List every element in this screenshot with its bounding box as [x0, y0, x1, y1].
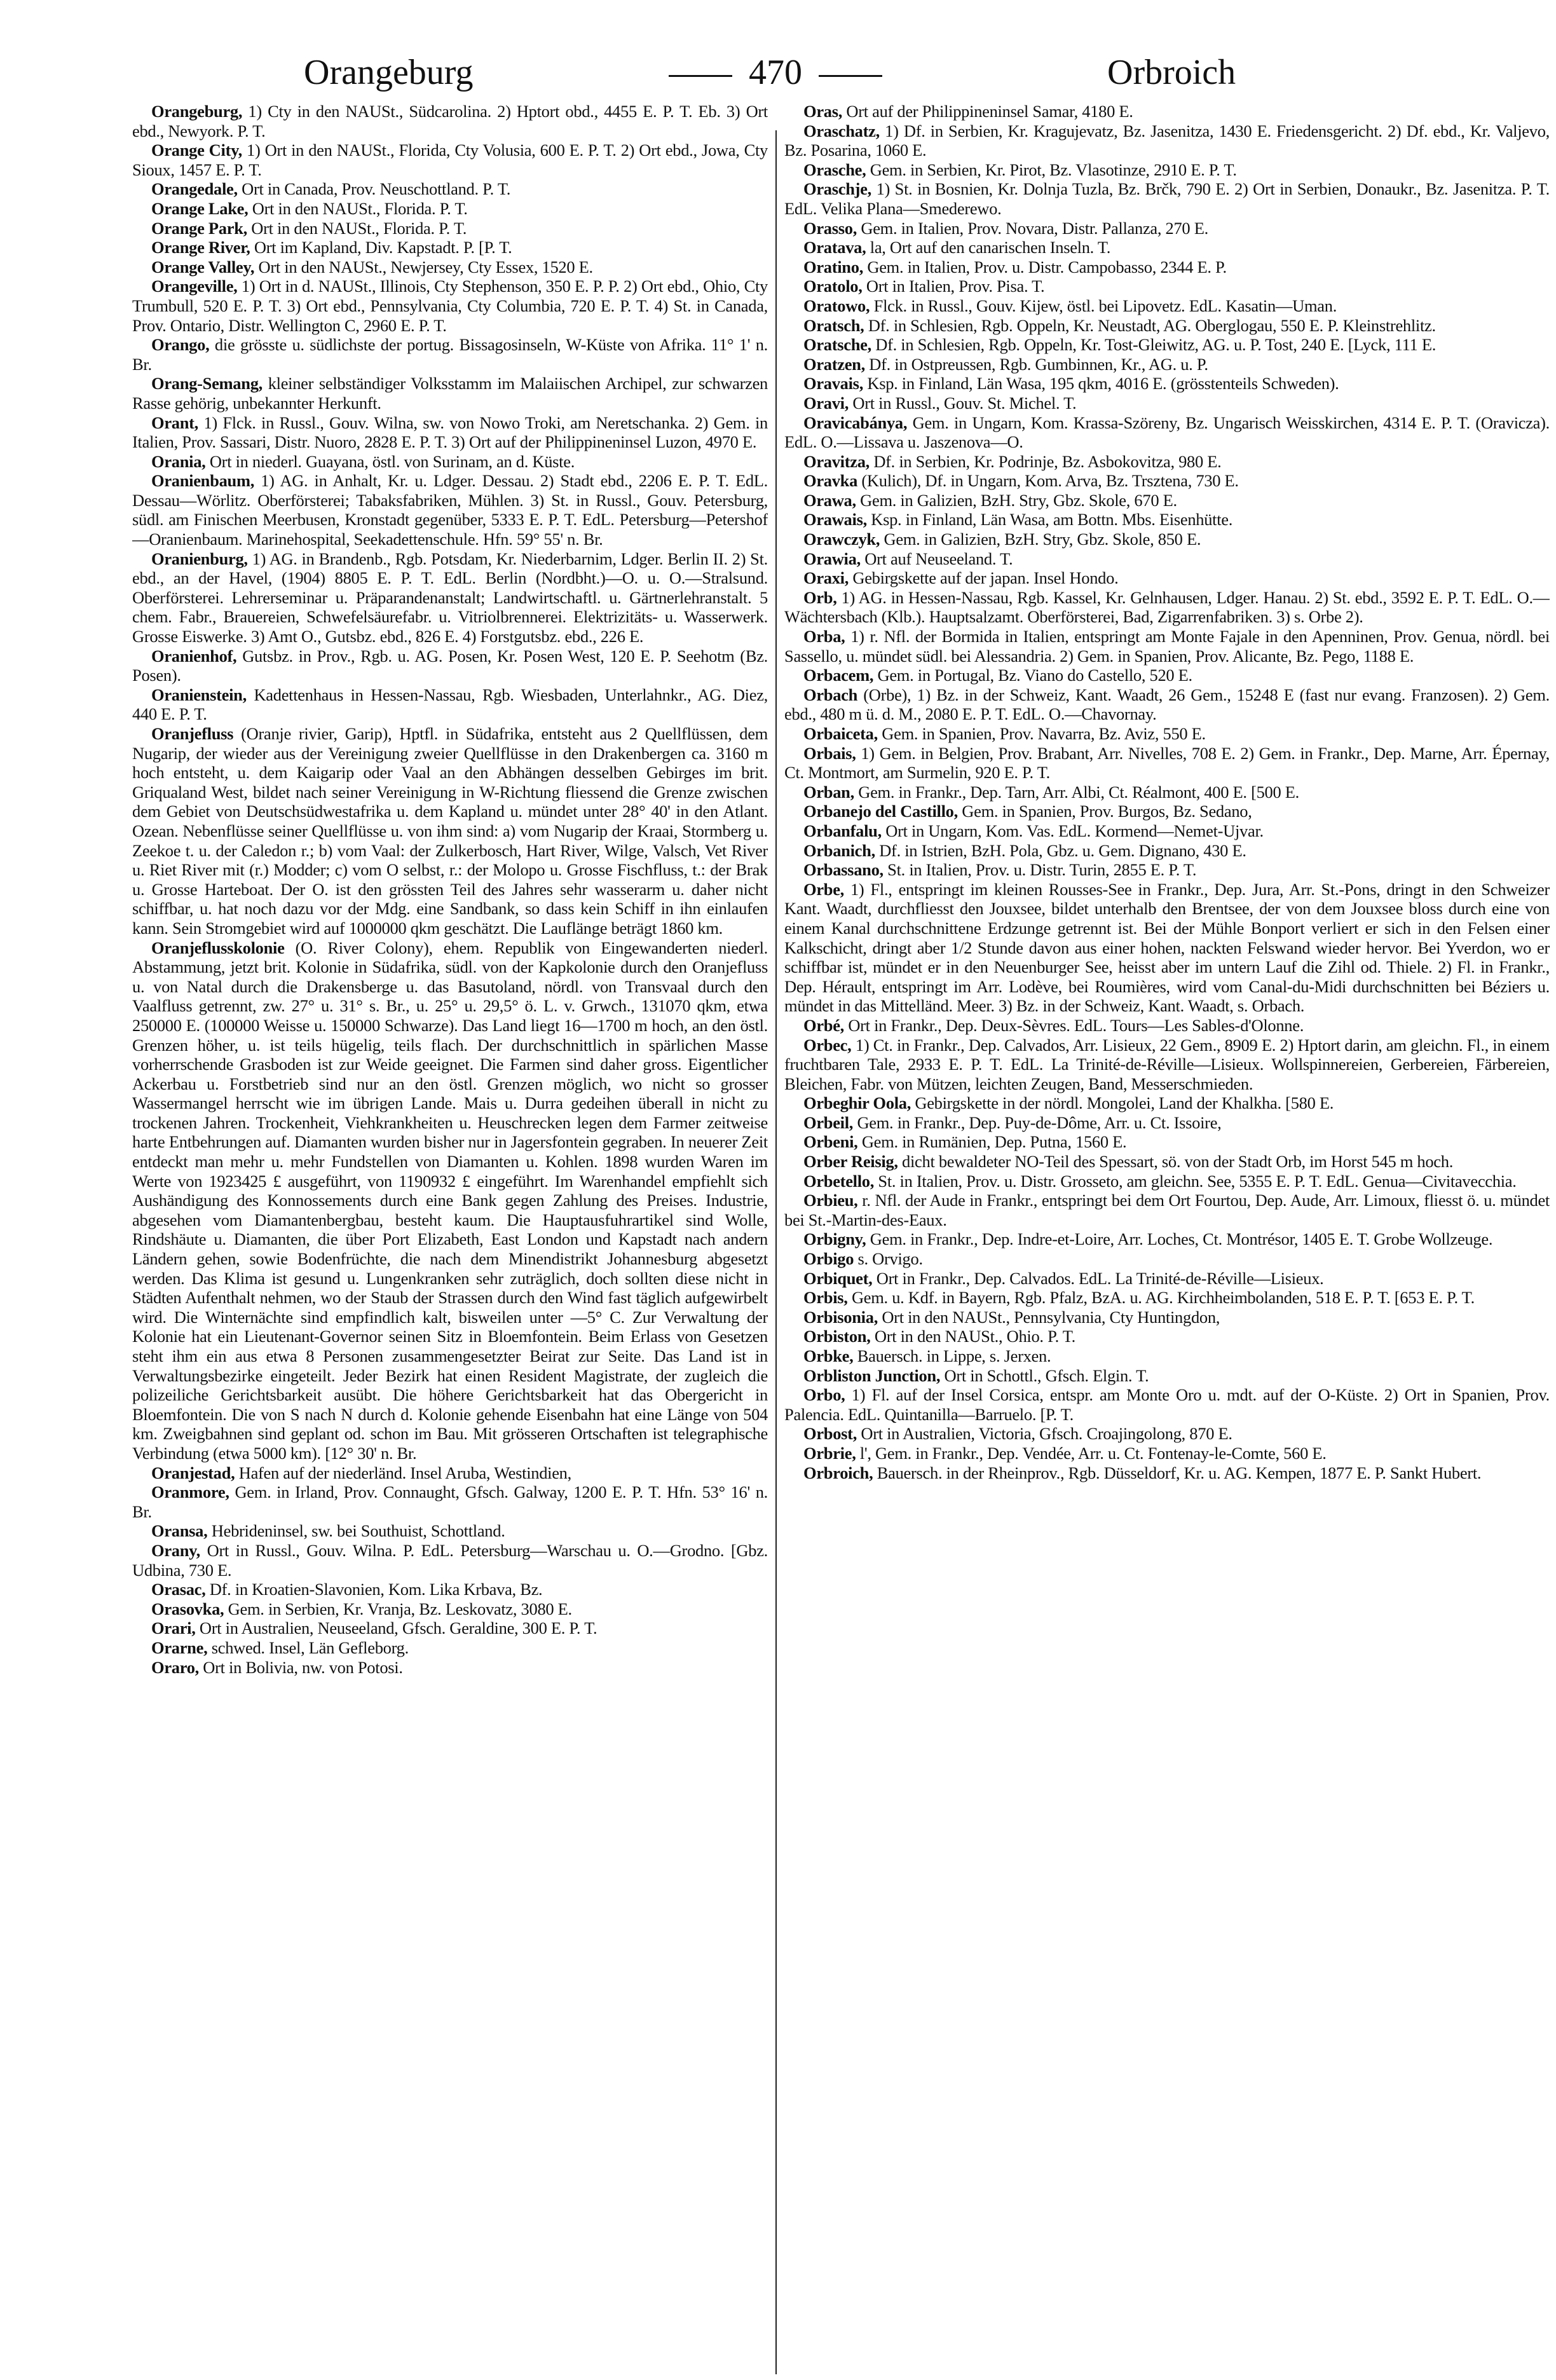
entry-text: Ort in Italien, Prov. Pisa. T.	[862, 277, 1045, 296]
gazetteer-entry	[784, 179, 1550, 218]
entry-text: die grösste u. südlichste der portug. Bissagosinseln, W-Küste von Afrika. 11° 1' n. Br.	[132, 335, 768, 374]
entry-text: Df. in Schlesien, Rgb. Oppeln, Kr. Tost-Gleiwitz, AG. u. P. Tost, 240 E. [Lyck, 111 E.	[871, 335, 1437, 355]
gazetteer-entry	[784, 1036, 1550, 1094]
entry-headword: Oransa,	[151, 1521, 208, 1541]
entry-headword: Orbke,	[803, 1346, 854, 1365]
entry-text: (Oranje rivier, Garip), Hptfl. in Südafrika, entsteht aus 2 Quellflüssen, dem Nugarip, der wieder aus der Vereinigung zweier Quellflüsse in den Drakenbergen ca. 3160 m hoch entsteht, u. dem Kaigarip oder Vaal an den Abhängen desselben Gebirges im brit. Griqualand West, bildet nach seiner Vereinigung in W-Richtung fliessend die Grenze zwischen dem Gebiet von Deutschsüdwestafrika u. dem Kapland u. mündet unter 28° 40' in den Atlant. Ozean. Nebenflüsse seiner Quellflüsse u. von ihm sind: a) vom Nugarip der Kraai, Stormberg u. Zeekoe t. u. der Caledon r.; b) vom Vaal: der Zulkerbosch, Hart River, Wilge, Valsch, Vet River u. Riet River mit (r.) Modder; c) vom O selbst, r.: der Molopo u. Grosse Fischfluss, t.: der Brak u. Grosse Harteboat. Der O. ist den grössten Teil des Jahres sehr wasserarm u. daher nicht schiffbar, u. hat noch dazu vor der Mdg. eine Sandbank, so dass kein Schiff in ihn einlaufen kann. Sein Stromgebiet wird auf 1000000 qkm geschätzt. Die Lauflänge beträgt 1860 km.	[132, 724, 768, 938]
entry-headword: Orbach	[803, 685, 858, 704]
entry-text: Ort in Russl., Gouv. Wilna. P. EdL. Petersburg—Warschau u. O.—Grodno. [Gbz. Udbina, 730 E.	[132, 1540, 768, 1580]
entry-text: Ort in Frankr., Dep. Deux-Sèvres. EdL. Tours—Les Sables-d'Olonne.	[844, 1015, 1304, 1035]
entry-headword: Orari,	[151, 1618, 196, 1638]
entry-headword: Orawais,	[803, 510, 867, 530]
entry-text: Ksp. in Finland, Län Wasa, 195 qkm, 4016 E. (grösstenteils Schweden).	[863, 374, 1339, 393]
entry-text: Hebrideninsel, sw. bei Southuist, Schottland.	[207, 1521, 505, 1541]
entry-text: Ort in niederl. Guayana, östl. von Surinam, an d. Küste.	[205, 451, 575, 471]
entry-headword: Orawia,	[803, 549, 861, 568]
entry-headword: Oranienhof,	[151, 646, 237, 666]
entry-text: Ort in den NAUSt., Newjersey, Cty Essex, 1520 E.	[254, 257, 593, 277]
entry-text: 1) AG. in Brandenb., Rgb. Potsdam, Kr. Niederbarnim, Ldger. Berlin II. 2) St. ebd., an der Havel, (1904) 8805 E. P. T. EdL. Berlin (Nordbht.)—O. u. O.—Stralsund. Oberförsterei. Lehrerseminar u. Präparandenanstalt; Landwirtschaftl. u. Gärtnerlehranstalt. 5 chem. Fabr., Brauereien, Schwefelsäurefabr. u. Vitriolbrennerei. Elektrizitäts- u. Wasserwerk. Grosse Eiswerke. 3) Amt O., Gutsbz. ebd., 826 E. 4) Forstgutsbz. ebd., 226 E.	[132, 549, 768, 646]
entry-text: Ort in Australien, Victoria, Gfsch. Croajingolong, 870 E.	[857, 1424, 1232, 1444]
gazetteer-entry	[784, 530, 1550, 549]
entry-text: s. Orvigo.	[854, 1249, 923, 1269]
entry-headword: Orango,	[151, 335, 210, 355]
entry-text: 1) Cty in den NAUSt., Südcarolina. 2) Hptort obd., 4455 E. P. T. Eb. 3) Ort ebd., Newyork. P. T.	[132, 102, 768, 140]
entry-text: Gem. in Frankr., Dep. Tarn, Arr. Albi, Ct. Réalmont, 400 E. [500 E.	[854, 782, 1299, 802]
gazetteer-entry	[784, 549, 1550, 569]
gazetteer-entry	[784, 1463, 1550, 1483]
entry-text: Gebirgskette in der nördl. Mongolei, Land der Khalkha. [580 E.	[911, 1093, 1334, 1113]
entry-text: Bauersch. in der Rheinprov., Rgb. Düsseldorf, Kr. u. AG. Kempen, 1877 E. P. Sankt Hubert.	[873, 1463, 1482, 1482]
entry-headword: Orbanfalu,	[803, 821, 882, 840]
gazetteer-entry	[132, 1521, 768, 1541]
gazetteer-entry	[132, 646, 768, 685]
entry-headword: Orangeville,	[151, 277, 238, 296]
gazetteer-entry	[132, 1541, 768, 1580]
entry-text: Ort in Russl., Gouv. St. Michel. T.	[849, 393, 1077, 413]
gazetteer-entry	[784, 685, 1550, 724]
entry-text: Gem. in Galizien, BzH. Stry, Gbz. Skole, 670 E.	[856, 490, 1177, 510]
entry-headword: Orber Reisig,	[803, 1152, 898, 1172]
dash	[669, 75, 732, 77]
gazetteer-entry	[784, 1424, 1550, 1444]
entry-headword: Orange Lake,	[151, 198, 249, 218]
entry-text: Gem. u. Kdf. in Bayern, Rgb. Pfalz, BzA. u. AG. Kirchheimbolanden, 518 E. P. T. [653 E. P. T.	[847, 1288, 1475, 1308]
gazetteer-entry	[784, 1191, 1550, 1229]
entry-headword: Oraschatz,	[803, 121, 880, 140]
gazetteer-entry	[132, 452, 768, 472]
entry-headword: Oras,	[803, 102, 843, 121]
gazetteer-entry	[132, 199, 768, 219]
entry-text: Gem. in Serbien, Kr. Vranja, Bz. Leskovatz, 3080 E.	[224, 1599, 572, 1618]
gazetteer-entry	[784, 1308, 1550, 1327]
gazetteer-entry	[132, 335, 768, 374]
left-column	[132, 102, 768, 2377]
entry-headword: Orange City,	[151, 140, 242, 160]
entry-text: St. in Italien, Prov. u. Distr. Turin, 2855 E. P. T.	[883, 860, 1197, 880]
gazetteer-entry	[132, 1463, 768, 1483]
entry-text: (Kulich), Df. in Ungarn, Kom. Arva, Bz. Trsztena, 730 E.	[857, 471, 1239, 491]
entry-text: l', Gem. in Frankr., Dep. Vendée, Arr. u. Ct. Fontenay-le-Comte, 560 E.	[856, 1443, 1327, 1463]
gazetteer-entry	[784, 1444, 1550, 1463]
entry-headword: Orbigny,	[803, 1229, 866, 1249]
entry-headword: Orbé,	[803, 1015, 844, 1035]
entry-headword: Orbeil,	[803, 1112, 854, 1132]
gazetteer-entry	[784, 666, 1550, 685]
entry-text: Ort in Schottl., Gfsch. Elgin. T.	[940, 1365, 1149, 1385]
gazetteer-entry	[784, 491, 1550, 510]
entry-text: Gem. in Frankr., Dep. Indre-et-Loire, Arr. Loches, Ct. Montrésor, 1405 E. T. Grobe Wollzeuge.	[866, 1229, 1493, 1249]
gazetteer-entry	[784, 257, 1550, 277]
entry-headword: Orbiston,	[803, 1327, 871, 1346]
entry-headword: Orbetello,	[803, 1171, 875, 1191]
gazetteer-entry	[784, 355, 1550, 374]
entry-headword: Orange River,	[151, 238, 250, 257]
entry-text: Gem. in Italien, Prov. Novara, Distr. Pallanza, 270 E.	[857, 218, 1208, 238]
page-header	[0, 52, 1556, 103]
gazetteer-entry	[132, 1482, 768, 1521]
entry-headword: Orant,	[151, 413, 199, 432]
entry-headword: Orbacem,	[803, 666, 874, 685]
gazetteer-entry	[784, 296, 1550, 316]
gazetteer-entry	[784, 471, 1550, 491]
entry-headword: Orbeghir Oola,	[803, 1093, 911, 1113]
gazetteer-entry	[784, 121, 1550, 160]
entry-headword: Orbeni,	[803, 1132, 858, 1152]
entry-text: 1) Gem. in Belgien, Prov. Brabant, Arr. Nivelles, 708 E. 2) Gem. in Frankr., Dep. Marne, Arr. Épernay, Ct. Montmort, am Surmelin, 920 E. P. T.	[784, 743, 1550, 783]
gazetteer-entry	[784, 802, 1550, 821]
gazetteer-entry	[132, 140, 768, 179]
entry-text: Df. in Serbien, Kr. Podrinje, Bz. Asbokovitza, 980 E.	[870, 451, 1222, 471]
entry-headword: Oraschje,	[803, 179, 871, 199]
entry-text: (Orbe), 1) Bz. in der Schweiz, Kant. Waadt, 26 Gem., 15248 E (fast nur evang. Franzosen). 2) Gem. ebd., 480 m ü. d. M., 2080 E. P. T. EdL. O.—Chavornay.	[784, 685, 1550, 724]
gazetteer-entry	[784, 316, 1550, 336]
entry-text: Gutsbz. in Prov., Rgb. u. AG. Posen, Kr. Posen West, 120 E. P. Seehotm (Bz. Posen).	[132, 646, 768, 685]
gazetteer-entry	[784, 238, 1550, 257]
entry-headword: Oratava,	[803, 238, 866, 257]
entry-text: Ksp. in Finland, Län Wasa, am Bottn. Mbs. Eisenhütte.	[866, 510, 1233, 530]
gazetteer-entry	[132, 1580, 768, 1599]
running-head-left: Orangeburg	[304, 53, 474, 92]
gazetteer-entry	[132, 549, 768, 646]
gazetteer-entry	[132, 685, 768, 724]
gazetteer-entry	[784, 413, 1550, 452]
entry-headword: Oraxi,	[803, 568, 849, 588]
gazetteer-entry	[132, 179, 768, 199]
entry-text: St. in Italien, Prov. u. Distr. Grosseto, am gleichn. See, 5355 E. P. T. EdL. Genua—Civitavecchia.	[874, 1171, 1517, 1191]
entry-headword: Oraro,	[151, 1657, 199, 1677]
entry-headword: Orania,	[151, 451, 206, 471]
entry-headword: Orbis,	[803, 1288, 848, 1308]
gazetteer-entry	[784, 841, 1550, 861]
gazetteer-entry	[132, 238, 768, 257]
gazetteer-entry	[784, 160, 1550, 180]
entry-headword: Orbieu,	[803, 1191, 858, 1210]
entry-text: 1) AG. in Hessen-Nassau, Rgb. Kassel, Kr. Gelnhausen, Ldger. Hanau. 2) St. ebd., 3592 E. P. T. EdL. O.—Wächtersbach (Klb.). Hauptsalzamt. Oberförsterei, Bad, Zigarrenfabriken. 3) s. Orbe 2).	[784, 587, 1550, 627]
gazetteer-entry	[784, 1132, 1550, 1152]
gazetteer-entry	[784, 860, 1550, 880]
entry-headword: Oratsche,	[803, 335, 871, 355]
entry-headword: Orawa,	[803, 490, 856, 510]
entry-headword: Orasovka,	[151, 1599, 224, 1618]
running-head-right: Orbroich	[1107, 53, 1236, 92]
gazetteer-entry	[784, 1093, 1550, 1113]
entry-headword: Orb,	[803, 587, 837, 607]
entry-headword: Oravi,	[803, 393, 849, 413]
entry-headword: Oravitza,	[803, 451, 870, 471]
gazetteer-entry	[132, 1618, 768, 1638]
entry-text: 1) Df. in Serbien, Kr. Kragujevatz, Bz. Jasenitza, 1430 E. Friedensgericht. 2) Df. ebd., Kr. Valjevo, Bz. Posarina, 1060 E.	[784, 121, 1550, 160]
entry-text: 1) Ort in d. NAUSt., Illinois, Cty Stephenson, 350 E. P. P. 2) Ort ebd., Ohio, Cty Trumbull, 520 E. P. T. 3) Ort ebd., Pennsylvania, Cty Columbia, 720 E. P. T. 4) St. in Canada, Prov. Ontario, Distr. Wellington C, 2960 E. P. T.	[132, 277, 768, 335]
gazetteer-entry	[784, 1327, 1550, 1346]
gazetteer-entry	[784, 1249, 1550, 1269]
entry-headword: Oranienbaum,	[151, 471, 255, 491]
gazetteer-entry	[132, 102, 768, 140]
entry-headword: Orbliston Junction,	[803, 1365, 941, 1385]
entry-headword: Orbassano,	[803, 860, 884, 880]
gazetteer-entry	[784, 102, 1550, 121]
gazetteer-entry	[784, 821, 1550, 841]
column-divider	[775, 130, 777, 2374]
gazetteer-entry	[784, 1152, 1550, 1172]
entry-headword: Orbo,	[803, 1385, 845, 1405]
gazetteer-entry	[784, 1269, 1550, 1289]
gazetteer-entry	[784, 374, 1550, 393]
entry-headword: Orbisonia,	[803, 1307, 878, 1327]
gazetteer-entry	[132, 413, 768, 452]
entry-headword: Oratzen,	[803, 354, 865, 374]
gazetteer-entry	[784, 1113, 1550, 1133]
entry-text: Ort in den NAUSt., Florida. P. T.	[248, 198, 468, 218]
entry-text: Ort im Kapland, Div. Kapstadt. P. [P. T.	[250, 238, 512, 257]
entry-text: Df. in Kroatien-Slavonien, Kom. Lika Krbava, Bz.	[205, 1580, 543, 1599]
entry-headword: Orany,	[151, 1540, 200, 1560]
entry-text: la, Ort auf den canarischen Inseln. T.	[866, 238, 1111, 257]
entry-headword: Oranienstein,	[151, 685, 247, 704]
gazetteer-entry	[784, 1385, 1550, 1424]
gazetteer-entry	[784, 1366, 1550, 1386]
right-column	[784, 102, 1550, 2377]
gazetteer-entry	[784, 1346, 1550, 1366]
gazetteer-entry	[784, 1016, 1550, 1036]
entry-headword: Orbroich,	[803, 1463, 873, 1482]
entry-text: Ort auf der Philippineninsel Samar, 4180 E.	[842, 102, 1133, 121]
gazetteer-entry	[784, 1172, 1550, 1191]
gazetteer-entry	[784, 510, 1550, 530]
entry-text: Gem. in Frankr., Dep. Puy-de-Dôme, Arr. u. Ct. Issoire,	[853, 1112, 1222, 1132]
entry-text: Ort in den NAUSt., Pennsylvania, Cty Huntingdon,	[878, 1307, 1220, 1327]
entry-headword: Oranjestad,	[151, 1463, 235, 1482]
entry-text: Df. in Istrien, BzH. Pola, Gbz. u. Gem. Dignano, 430 E.	[875, 840, 1246, 860]
entry-text: 1) St. in Bosnien, Kr. Dolnja Tuzla, Bz. Brčk, 790 E. 2) Ort in Serbien, Donaukr., Bz. Jasenitza. P. T. EdL. Velika Plana—Smederewo.	[784, 179, 1550, 218]
entry-text: Bauersch. in Lippe, s. Jerxen.	[853, 1346, 1051, 1365]
entry-text: Ort auf Neuseeland. T.	[860, 549, 1013, 568]
entry-text: Gebirgskette auf der japan. Insel Hondo.	[849, 568, 1119, 588]
entry-text: Flck. in Russl., Gouv. Kijew, östl. bei Lipovetz. EdL. Kasatin—Uman.	[870, 296, 1337, 315]
entry-text: Gem. in Spanien, Prov. Navarra, Bz. Aviz, 550 E.	[877, 724, 1206, 743]
gazetteer-entry	[784, 783, 1550, 802]
entry-headword: Orbost,	[803, 1424, 857, 1444]
entry-headword: Orban,	[803, 782, 854, 802]
gazetteer-entry	[784, 568, 1550, 588]
entry-text: Ort in den NAUSt., Florida. P. T.	[247, 218, 467, 238]
entry-text: Gem. in Spanien, Prov. Burgos, Bz. Sedano,	[957, 802, 1252, 821]
entry-headword: Orbec,	[803, 1035, 852, 1055]
gazetteer-entry	[132, 374, 768, 413]
page-number: 470	[749, 53, 802, 92]
entry-text: Df. in Ostpreussen, Rgb. Gumbinnen, Kr., AG. u. P.	[864, 354, 1208, 374]
entry-headword: Orbanich,	[803, 840, 875, 860]
gazetteer-entry	[784, 219, 1550, 238]
gazetteer-entry	[132, 277, 768, 335]
entry-headword: Orasche,	[803, 160, 866, 179]
gazetteer-entry	[132, 1599, 768, 1619]
entry-headword: Orbigo	[803, 1249, 854, 1269]
gazetteer-entry	[132, 471, 768, 549]
entry-headword: Orba,	[803, 627, 845, 646]
entry-text: Ort in Ungarn, Kom. Vas. EdL. Kormend—Nemet-Ujvar.	[881, 821, 1264, 840]
entry-text: dicht bewaldeter NO-Teil des Spessart, sö. von der Stadt Orb, im Horst 545 m hoch.	[897, 1152, 1454, 1172]
gazetteer-entry	[784, 588, 1550, 627]
entry-headword: Oratino,	[803, 257, 864, 277]
entry-headword: Orawczyk,	[803, 530, 880, 549]
gazetteer-entry	[132, 1638, 768, 1658]
entry-text: kleiner selbständiger Volksstamm im Malaiischen Archipel, zur schwarzen Rasse gehörig, unbekannter Herkunft.	[132, 374, 768, 413]
entry-text: Df. in Schlesien, Rgb. Oppeln, Kr. Neustadt, AG. Oberglogau, 550 E. P. Kleinstrehlitz.	[864, 315, 1436, 335]
entry-text: 1) Flck. in Russl., Gouv. Wilna, sw. von Nowo Troki, am Neretschanka. 2) Gem. in Italien, Prov. Sassari, Distr. Nuoro, 2828 E. P. T. 3) Ort auf der Philippineninsel Luzon, 4970 E.	[132, 413, 768, 452]
gazetteer-entry	[784, 627, 1550, 666]
entry-text: Ort in Canada, Prov. Neuschottland. P. T.	[237, 179, 511, 199]
entry-headword: Orarne,	[151, 1638, 208, 1657]
entry-text: (O. River Colony), ehem. Republik von Eingewanderten niederl. Abstammung, jetzt brit. Kolonie in Südafrika, südl. von der Kapkolonie durch den Oranjefluss u. von Natal durch die Drakensberge u. das Basutoland, nördl. von Transvaal durch den Vaalfluss getrennt, zw. 27° u. 31° s. Br., u. 25° u. 29,5° ö. L. v. Grwch., 131070 qkm, etwa 250000 E. (100000 Weisse u. 150000 Schwarze). Das Land liegt 16—1700 m hoch, an den östl. Grenzen höher, u. ist teils hügelig, teils flach. Der durchschnittlich in spärlichen Masse vorherrschende Grasboden ist zur Weide geeignet. Die Farmen sind daher gross. Eigentlicher Ackerbau u. Forstbetrieb sind nur an den östl. Grenzen möglich, wo nicht so grosser Wassermangel herrscht wie im übrigen Lande. Mais u. Durra gedeihen überall in nicht zu trockenen Jahren. Trockenheit, Viehkrankheiten u. Heuschrecken legen dem Farmer zeitweise harte Entbehrungen auf. Diamanten wurden bisher nur in Jagersfontein gegraben. In neuerer Zeit entdeckt man mehr u. mehr Fundstellen von Diamanten u. Kohlen. 1898 wurden Waren im Werte von 1923425 £ ausgeführt, von 1190932 £ eingeführt. Im Warenhandel empfiehlt sich Aushändigung des Konnossements durch eine Bank gegen Zahlung des Preises. Industrie, abgesehen vom Diamantenbergbau, besteht kaum. Die Hauptausfuhrartikel sind Wolle, Rindshäute u. Diamanten, die über Port Elizabeth, East London und Kapstadt nach andern Ländern gehen, sowie Bodenfrüchte, die nach dem Minendistrikt Johannesburg abgesetzt werden. Das Klima ist gesund u. Lungenkranken sehr zuträglich, doch sollten diese nicht in Städten Aufenthalt nehmen, wo der Staub der Strassen durch den Wind fast täglich aufgewirbelt wird. Die Winternächte sind empfindlich kalt, bisweilen unter —5° C. Zur Verwaltung der Kolonie hat ein Lieutenant-Governor seinen Sitz in Bloemfontein. Beim Erlass von Gesetzen steht ihm ein aus etwa 8 Personen zusammengesetzter Beirat zur Seite. Das Land ist in Verwaltungsbezirke eingeteilt. Jeder Bezirk hat einen Resident Magistrate, der zugleich die polizeiliche Gerichtsbarkeit ausübt. Die höhere Gerichtsbarkeit hat das Obergericht in Bloemfontein. Die von S nach N durch d. Kolonie gehende Eisenbahn hat eine Länge von 504 km. Zweigbahnen sind geplant od. schon im Bau. Mit grösseren Ortschaften ist telegraphische Verbindung (etwa 5000 km). [12° 30' n. Br.	[132, 938, 768, 1463]
entry-text: Ort in Frankr., Dep. Calvados. EdL. La Trinité-de-Réville—Lisieux.	[872, 1268, 1324, 1288]
gazetteer-entry	[784, 880, 1550, 1016]
entry-text: 1) Ct. in Frankr., Dep. Calvados, Arr. Lisieux, 22 Gem., 8909 E. 2) Hptort darin, am gleichn. Fl., in einem fruchtbaren Tale, 2933 E. P. T. EdL. La Trinité-de-Réville—Lisieux. Wollspinnereien, Gerbereien, Färbereien, Bleichen, Fabr. von Mützen, leichten Zeugen, Band, Messerschmieden.	[784, 1035, 1550, 1093]
entry-text: Gem. in Portugal, Bz. Viano do Castello, 520 E.	[873, 666, 1192, 685]
entry-headword: Oratowo,	[803, 296, 870, 315]
entry-text: r. Nfl. der Aude in Frankr., entspringt bei dem Ort Fourtou, Dep. Aude, Arr. Limoux, fliesst ö. u. mündet bei St.-Martin-des-Eaux.	[784, 1191, 1550, 1229]
gazetteer-entry	[784, 1229, 1550, 1249]
dash	[819, 75, 882, 77]
entry-headword: Orbrie,	[803, 1443, 856, 1463]
entry-headword: Oravicabánya,	[803, 413, 908, 432]
entry-text: Ort in den NAUSt., Ohio. P. T.	[870, 1327, 1075, 1346]
entry-text: Gem. in Rumänien, Dep. Putna, 1560 E.	[857, 1132, 1127, 1152]
entry-text: Hafen auf der niederländ. Insel Aruba, Westindien,	[235, 1463, 571, 1482]
entry-text: Gem. in Irland, Prov. Connaught, Gfsch. Galway, 1200 E. P. T. Hfn. 53° 16' n. Br.	[132, 1482, 768, 1521]
entry-text: schwed. Insel, Län Gefleborg.	[207, 1638, 409, 1657]
gazetteer-entry	[784, 452, 1550, 472]
gazetteer-entry	[784, 393, 1550, 413]
entry-text: Ort in Australien, Neuseeland, Gfsch. Geraldine, 300 E. P. T.	[195, 1618, 597, 1638]
entry-text: 1) r. Nfl. der Bormida in Italien, entspringt am Monte Fajale in den Apenninen, Prov. Genua, nördl. bei Sassello, u. mündet südl. bei Alessandria. 2) Gem. in Spanien, Prov. Alicante, Bz. Pego, 1188 E.	[784, 627, 1550, 666]
gazetteer-entry	[784, 724, 1550, 744]
entry-text: Gem. in Serbien, Kr. Pirot, Bz. Vlasotinze, 2910 E. P. T.	[866, 160, 1237, 179]
entry-text: 1) Fl. auf der Insel Corsica, entspr. am Monte Oro u. mdt. auf der O-Küste. 2) Ort in Spanien, Prov. Palencia. EdL. Quintanilla—Barruelo. [P. T.	[784, 1385, 1550, 1424]
entry-headword: Orang-Semang,	[151, 374, 263, 393]
entry-headword: Orange Park,	[151, 218, 247, 238]
entry-headword: Orbiquet,	[803, 1268, 873, 1288]
entry-text: Kadettenhaus in Hessen-Nassau, Rgb. Wiesbaden, Unterlahnkr., AG. Diez, 440 E. P. T.	[132, 685, 768, 724]
entry-headword: Oratolo,	[803, 277, 863, 296]
entry-headword: Orasso,	[803, 218, 857, 238]
entry-headword: Orbais,	[803, 743, 856, 763]
gazetteer-entry	[784, 335, 1550, 355]
entry-headword: Oravais,	[803, 374, 864, 393]
entry-headword: Orange Valley,	[151, 257, 255, 277]
page-number-block	[642, 52, 909, 93]
gazetteer-entry	[784, 277, 1550, 296]
gazetteer-entry	[784, 1288, 1550, 1308]
entry-headword: Orbaiceta,	[803, 724, 878, 743]
gazetteer-entry	[784, 744, 1550, 783]
entry-text: Gem. in Galizien, BzH. Stry, Gbz. Skole, 850 E.	[880, 530, 1201, 549]
entry-headword: Orbanejo del Castillo,	[803, 802, 958, 821]
entry-text: 1) Ort in den NAUSt., Florida, Cty Volusia, 600 E. P. T. 2) Ort ebd., Jowa, Cty Sioux, 1457 E. P. T.	[132, 140, 768, 179]
entry-headword: Orasac,	[151, 1580, 206, 1599]
entry-headword: Oratsch,	[803, 315, 864, 335]
entry-text: Ort in Bolivia, nw. von Potosi.	[198, 1657, 403, 1677]
entry-text: Gem. in Ungarn, Kom. Krassa-Szöreny, Bz. Ungarisch Weisskirchen, 4314 E. P. T. (Oravicza). EdL. O.—Lissava u. Jaszenova—O.	[784, 413, 1550, 452]
entry-headword: Orbe,	[803, 879, 844, 899]
entry-headword: Oravka	[803, 471, 858, 491]
gazetteer-entry	[132, 724, 768, 938]
gazetteer-entry	[132, 938, 768, 1463]
entry-headword: Orangedale,	[151, 179, 238, 199]
gazetteer-entry	[132, 257, 768, 277]
gazetteer-entry	[132, 219, 768, 238]
entry-headword: Oranjeflusskolonie	[151, 938, 285, 957]
gazetteer-entry	[132, 1658, 768, 1678]
entry-text: Gem. in Italien, Prov. u. Distr. Campobasso, 2344 E. P.	[863, 257, 1227, 277]
entry-headword: Oranmore,	[151, 1482, 229, 1502]
entry-text: 1) AG. in Anhalt, Kr. u. Ldger. Dessau. 2) Stadt ebd., 2206 E. P. T. EdL. Dessau—Wörlitz. Oberförsterei; Tabaksfabriken, Mühlen. 3) St. in Russl., Gouv. Petersburg, südl. am Finischen Meerbusen, Kronstadt gegenüber, 5333 E. P. T. EdL. Petersburg—Petershof—Oranienbaum. Marinehospital, Seekadettenschule. Hfn. 59° 55' n. Br.	[132, 471, 768, 549]
entry-headword: Oranjefluss	[151, 724, 234, 743]
entry-headword: Orangeburg,	[151, 102, 243, 121]
entry-text: 1) Fl., entspringt im kleinen Rousses-See in Frankr., Dep. Jura, Arr. St.-Pons, dringt in den Schweizer Kant. Waadt, durchfliesst den Jouxsee, bildet unterhalb den Brentsee, der von dem Jouxsee bloss durch eine von einem Kanal durchschnittene Erdzunge getrennt ist. Bei der Mühle Bonport verliert er sich in den Felsen einer Kalkschicht, dringt aber 1/2 Stunde davon aus einer hohen, nackten Felswand wieder hervor. Bei Yverdon, wo er schiffbar ist, mündet er in den Neuenburger See, heisst aber im untern Lauf die Zihl od. Thiele. 2) Fl. in Frankr., Dep. Hérault, entspringt im Arr. Lodève, bei Roumières, wird vom Canal-du-Midi durchschnitten bei Béziers u. mündet in das Mittelländ. Meer. 3) Bz. in der Schweiz, Kant. Waadt, s. Orbach.	[784, 879, 1550, 1016]
entry-headword: Oranienburg,	[151, 549, 248, 568]
